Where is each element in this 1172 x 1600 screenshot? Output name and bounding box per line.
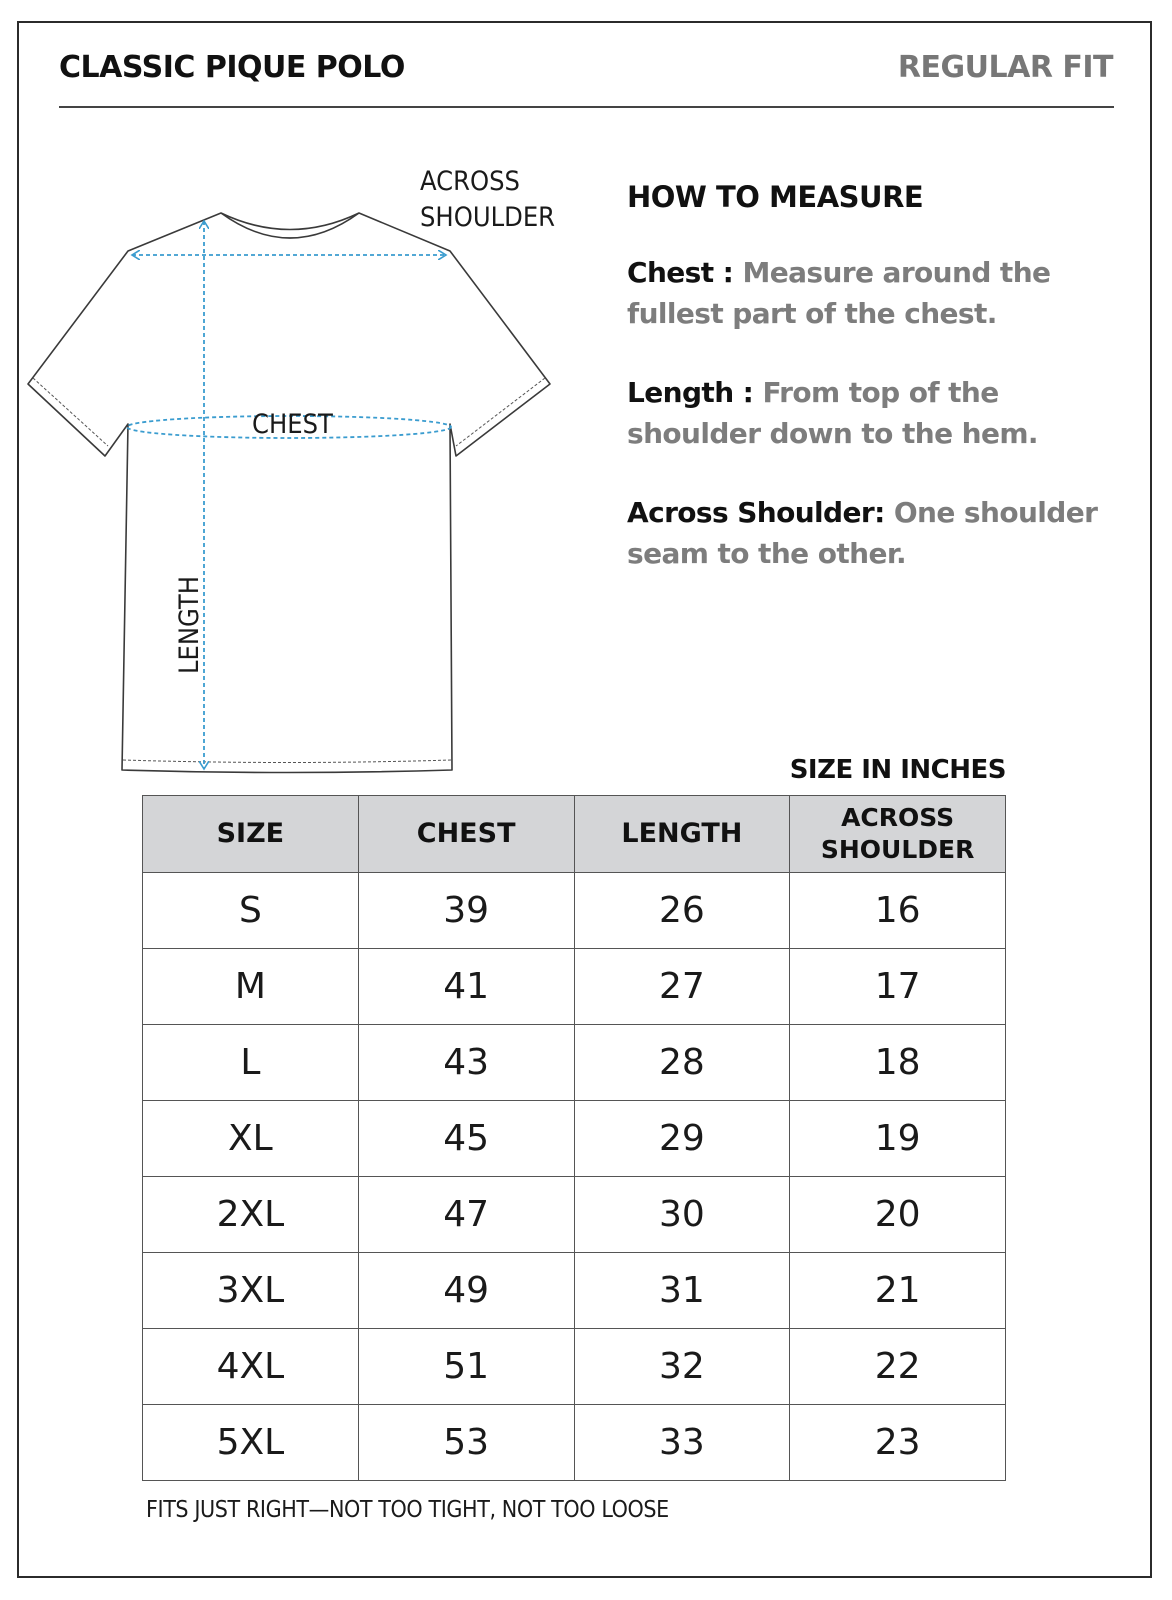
chest-label: CHEST xyxy=(252,409,333,440)
fit-type: REGULAR FIT xyxy=(897,50,1113,85)
cell-across: 19 xyxy=(790,1101,1006,1177)
cell-chest: 39 xyxy=(358,873,574,949)
cell-length: 30 xyxy=(574,1177,790,1253)
cell-size: XL xyxy=(143,1101,359,1177)
cell-size: 2XL xyxy=(143,1177,359,1253)
tshirt-outline xyxy=(28,213,550,773)
size-unit-caption: SIZE IN INCHES xyxy=(789,755,1006,785)
table-row xyxy=(143,1405,1006,1481)
header-size: SIZE xyxy=(143,796,359,873)
measure-separator: : xyxy=(874,496,894,529)
how-to-measure-heading: HOW TO MEASURE xyxy=(627,180,924,214)
across-shoulder-label-line2: SHOULDER xyxy=(420,202,556,234)
measure-description: From top of the shoulder down to the hem. xyxy=(627,376,1038,450)
cell-size: 5XL xyxy=(143,1405,359,1481)
measure-item-chest xyxy=(627,252,1127,334)
cell-length: 33 xyxy=(574,1405,790,1481)
header-chest: CHEST xyxy=(358,796,574,873)
table-row xyxy=(143,949,1006,1025)
measure-separator: : xyxy=(713,256,743,289)
table-row xyxy=(143,1101,1006,1177)
across-shoulder-label-line1: ACROSS xyxy=(420,166,520,197)
cell-chest: 53 xyxy=(358,1405,574,1481)
cell-size: M xyxy=(143,949,359,1025)
cell-chest: 47 xyxy=(358,1177,574,1253)
cell-across: 22 xyxy=(790,1329,1006,1405)
cell-length: 28 xyxy=(574,1025,790,1101)
measure-term: Length xyxy=(627,376,734,409)
product-title: CLASSIC PIQUE POLO xyxy=(59,50,405,85)
measure-term: Chest xyxy=(627,256,714,289)
cell-across: 18 xyxy=(790,1025,1006,1101)
how-to-measure-panel xyxy=(627,180,1127,612)
measure-separator: : xyxy=(733,376,763,409)
table-row xyxy=(143,1025,1006,1101)
measure-description: One shoulder seam to the other. xyxy=(627,496,1098,570)
cell-chest: 45 xyxy=(358,1101,574,1177)
cell-length: 32 xyxy=(574,1329,790,1405)
cell-size: 3XL xyxy=(143,1253,359,1329)
cell-chest: 49 xyxy=(358,1253,574,1329)
cell-length: 31 xyxy=(574,1253,790,1329)
cell-across: 16 xyxy=(790,873,1006,949)
cell-across: 21 xyxy=(790,1253,1006,1329)
cell-size: 4XL xyxy=(143,1329,359,1405)
table-row xyxy=(143,1177,1006,1253)
table-header-row xyxy=(143,796,1006,873)
fit-note: FITS JUST RIGHT—NOT TOO TIGHT, NOT TOO LOOSE xyxy=(146,1497,669,1523)
cell-size: L xyxy=(143,1025,359,1101)
cell-length: 29 xyxy=(574,1101,790,1177)
cell-chest: 43 xyxy=(358,1025,574,1101)
header-across-shoulder xyxy=(790,796,1006,873)
table-row xyxy=(143,873,1006,949)
size-chart-table xyxy=(142,795,1006,1481)
across-shoulder-label xyxy=(420,164,555,237)
measure-term: Across Shoulder xyxy=(627,496,875,529)
measure-description: Measure around the fullest part of the chest. xyxy=(627,256,1051,330)
length-label: LENGTH xyxy=(174,575,205,674)
cell-length: 26 xyxy=(574,873,790,949)
measure-item-across-shoulder xyxy=(627,492,1127,574)
cell-across: 20 xyxy=(790,1177,1006,1253)
table-row xyxy=(143,1253,1006,1329)
cell-chest: 51 xyxy=(358,1329,574,1405)
measure-item-length xyxy=(627,372,1127,454)
cell-across: 23 xyxy=(790,1405,1006,1481)
header-across-line1: ACROSS xyxy=(841,803,955,832)
table-row xyxy=(143,1329,1006,1405)
cell-across: 17 xyxy=(790,949,1006,1025)
cell-chest: 41 xyxy=(358,949,574,1025)
cell-length: 27 xyxy=(574,949,790,1025)
cell-size: S xyxy=(143,873,359,949)
header-across-line2: SHOULDER xyxy=(820,835,975,864)
tshirt-measurement-diagram xyxy=(0,0,600,800)
header-length: LENGTH xyxy=(574,796,790,873)
